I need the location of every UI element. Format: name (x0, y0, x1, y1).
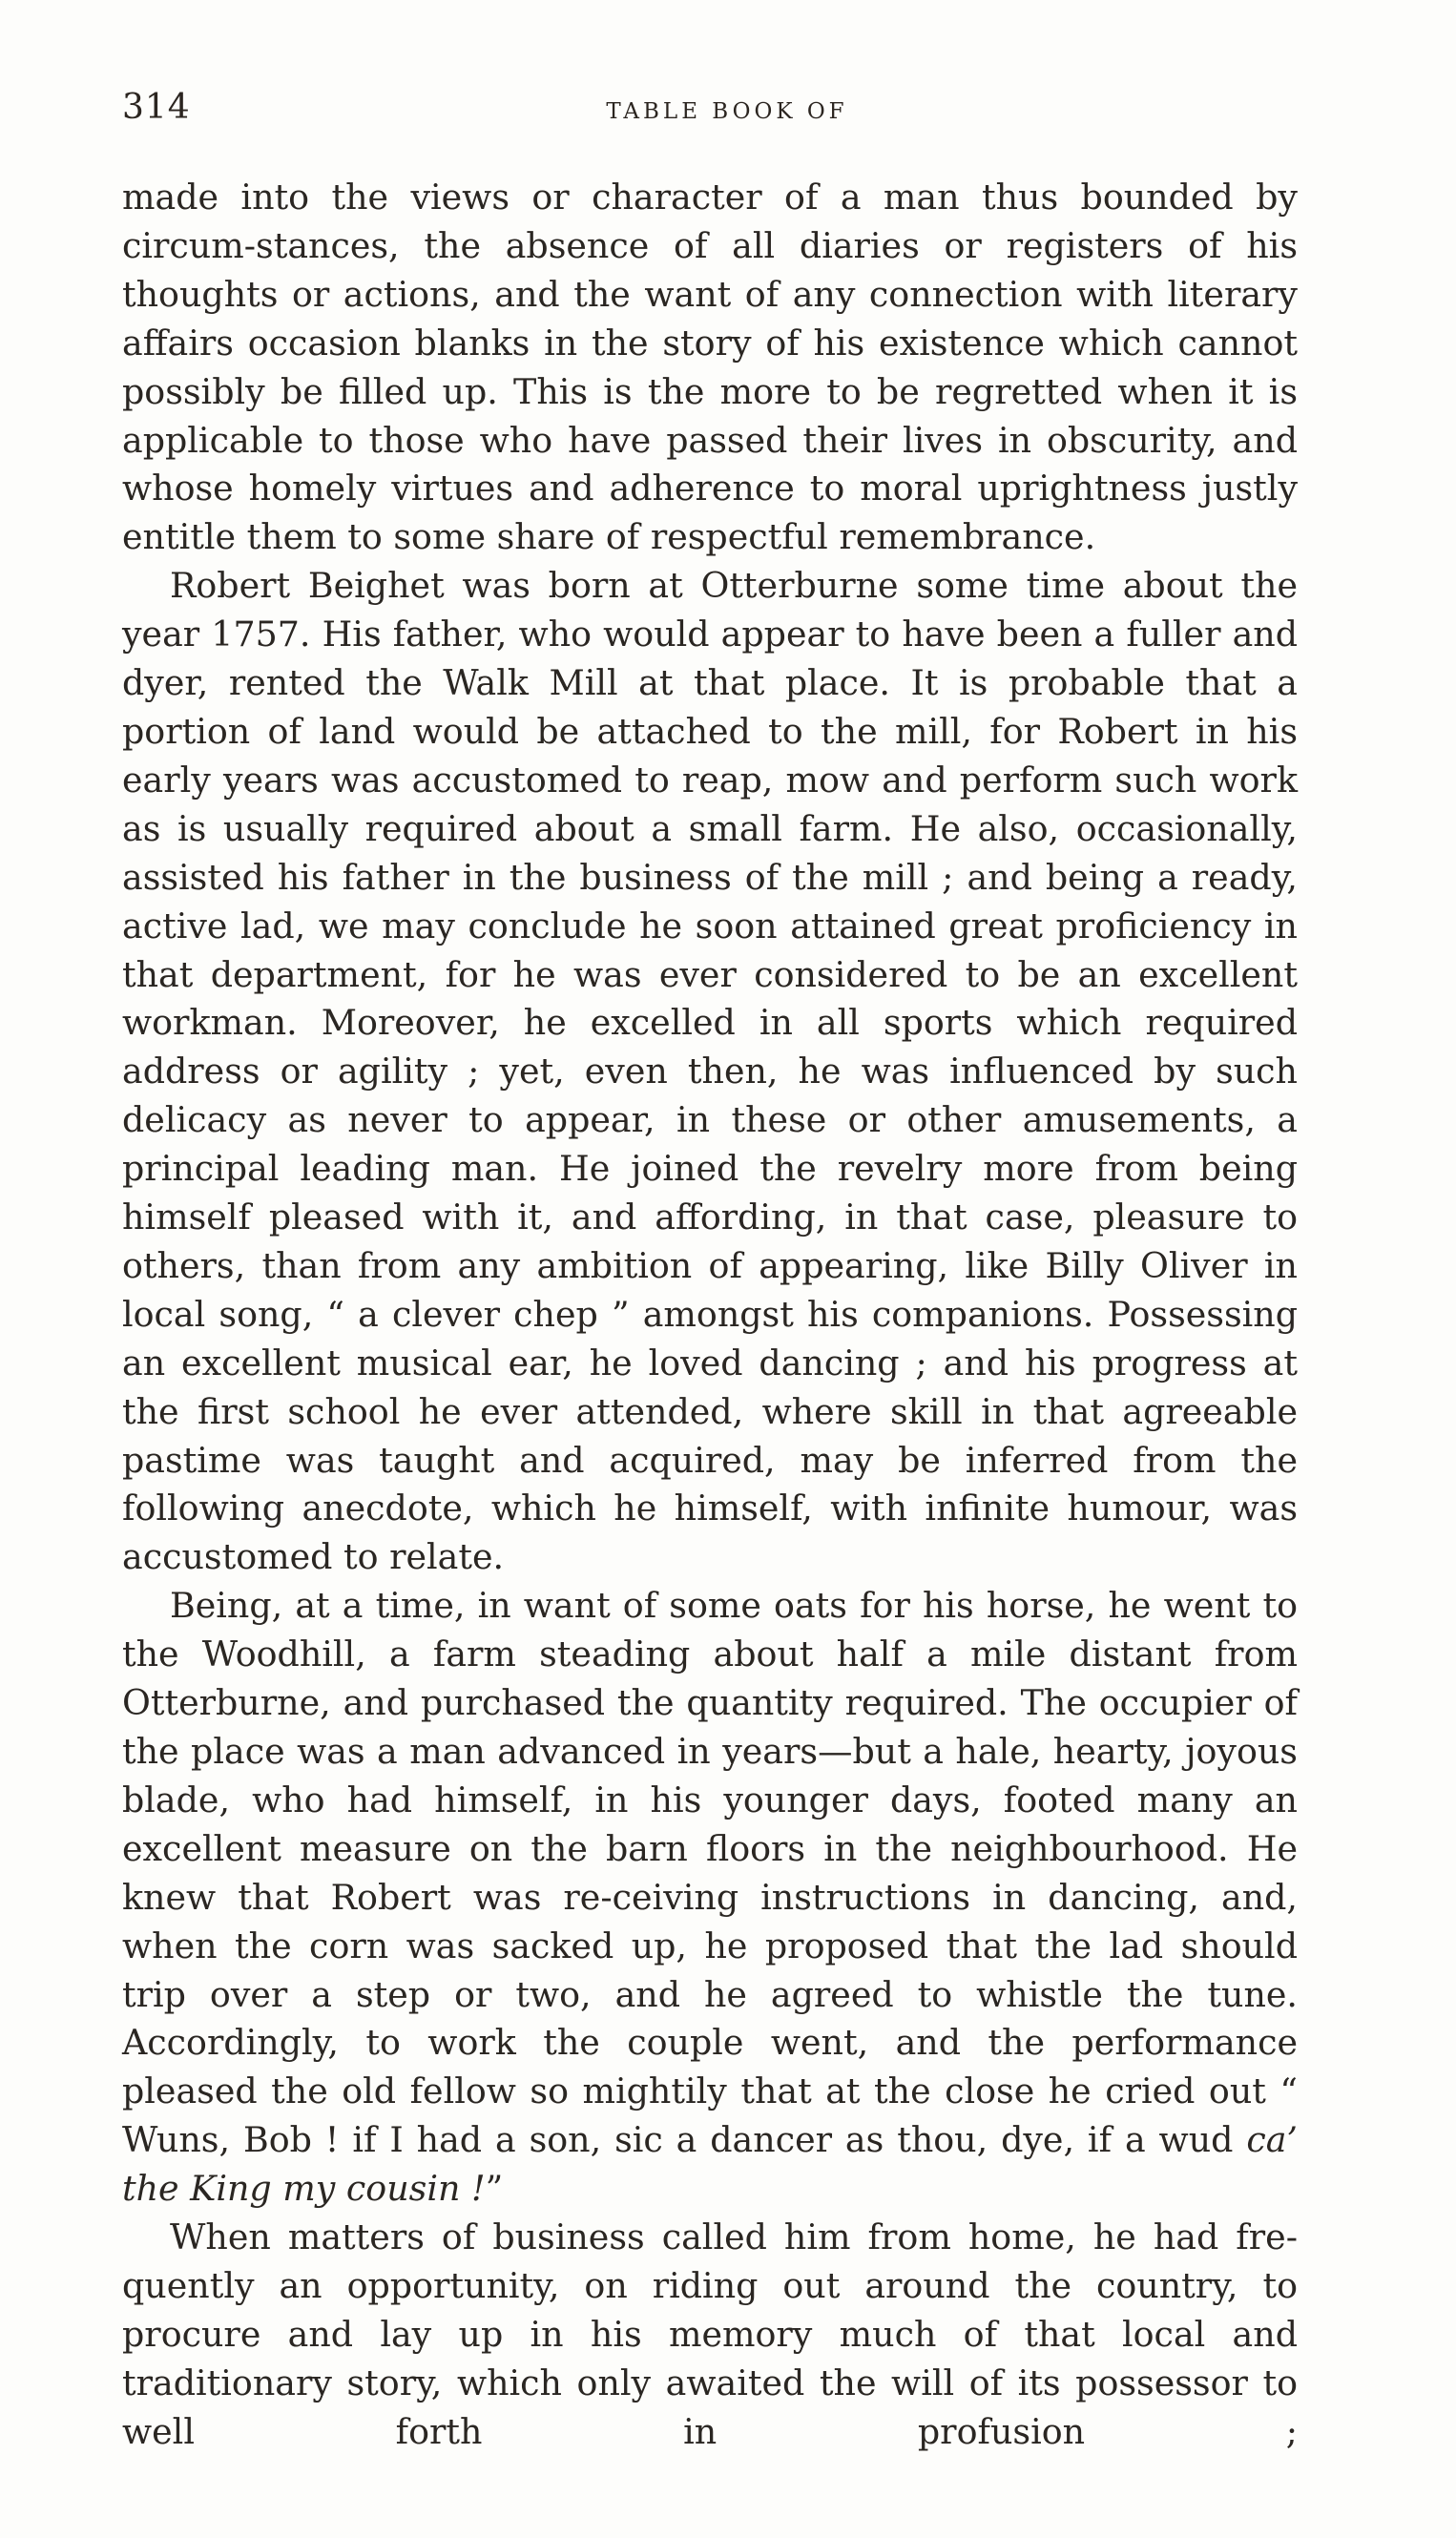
page-header (122, 88, 1305, 135)
body-text (122, 174, 1298, 2457)
paragraph-1: made into the views or character of a man thus bounded by circum-stances, the absence of all diaries or registers of his thoughts or actions, and the want of any connection with literary affairs occasion blanks in the story of his existence which cannot possibly be filled up. This is the more to be regretted when it is applicable to those who have passed their lives in obscurity, and whose homely virtues and adherence to moral uprightness justly entitle them to some share of respectful remembrance. (122, 177, 1298, 558)
paragraph-3-close-quote: ” (485, 2168, 504, 2210)
paragraph-3 (122, 1582, 1298, 2214)
paragraph-2: Robert Beighet was born at Otterburne some time about the year 1757. His father, who would appear to have been a fuller and dyer, rented the Walk Mill at that place. It is probable that a portion of land would be attached to the mill, for Robert in his early years was accustomed to reap, mow and perform such work as is usually required about a small farm. He also, occasionally, assisted his father in the business of the mill ; and being a ready, active lad, we may conclude he soon attained great proficiency in that department, for he was ever considered to be an excellent workman. Moreover, he excelled in all sports which required address or agility ; yet, even then, he was influenced by such delicacy as never to appear, in these or other amusements, a principal leading man. He joined the revelry more from being himself pleased with it, and affording, in that case, pleasure to others, than from any ambition of appearing, like Billy Oliver in local song, “ a clever chep ” amongst his companions. Possessing an excellent musical ear, he loved dancing ; and his progress at the first school he ever attended, where skill in that agreeable pastime was taught and acquired, may be inferred from the following anecdote, which he himself, with infinite humour, was accustomed to relate. (122, 565, 1298, 1578)
paragraph-3-italic: ca’ the King my cousin ! (122, 2119, 1298, 2210)
paragraph-4: When matters of business called him from home, he had fre-quently an opportunity, on riding out around the country, to procure and lay up in his memory much of that local and traditionary story, which only awaited the will of its possessor to well forth in profusion ; (122, 2216, 1298, 2452)
paragraph-3-text: Being, at a time, in want of some oats for his horse, he went to the Woodhill, a farm steading about half a mile distant from Otterburne, and purchased the quantity required. The occupier of the place was a man advanced in years—but a hale, hearty, joyous blade, who had himself, in his younger days, footed many an excellent measure on the barn floors in the neighbourhood. He knew that Robert was re-ceiving instructions in dancing, and, when the corn was sacked up, he proposed that the lad should trip over a step or two, and he agreed to whistle the tune. Accordingly, to work the couple went, and the performance pleased the old fellow so mightily that at the close he cried out “ Wuns, Bob ! if I had a son, sic a dancer as thou, dye, if a wud (122, 1585, 1298, 2161)
page-number: 314 (122, 88, 191, 127)
running-head: TABLE BOOK OF (606, 99, 848, 124)
